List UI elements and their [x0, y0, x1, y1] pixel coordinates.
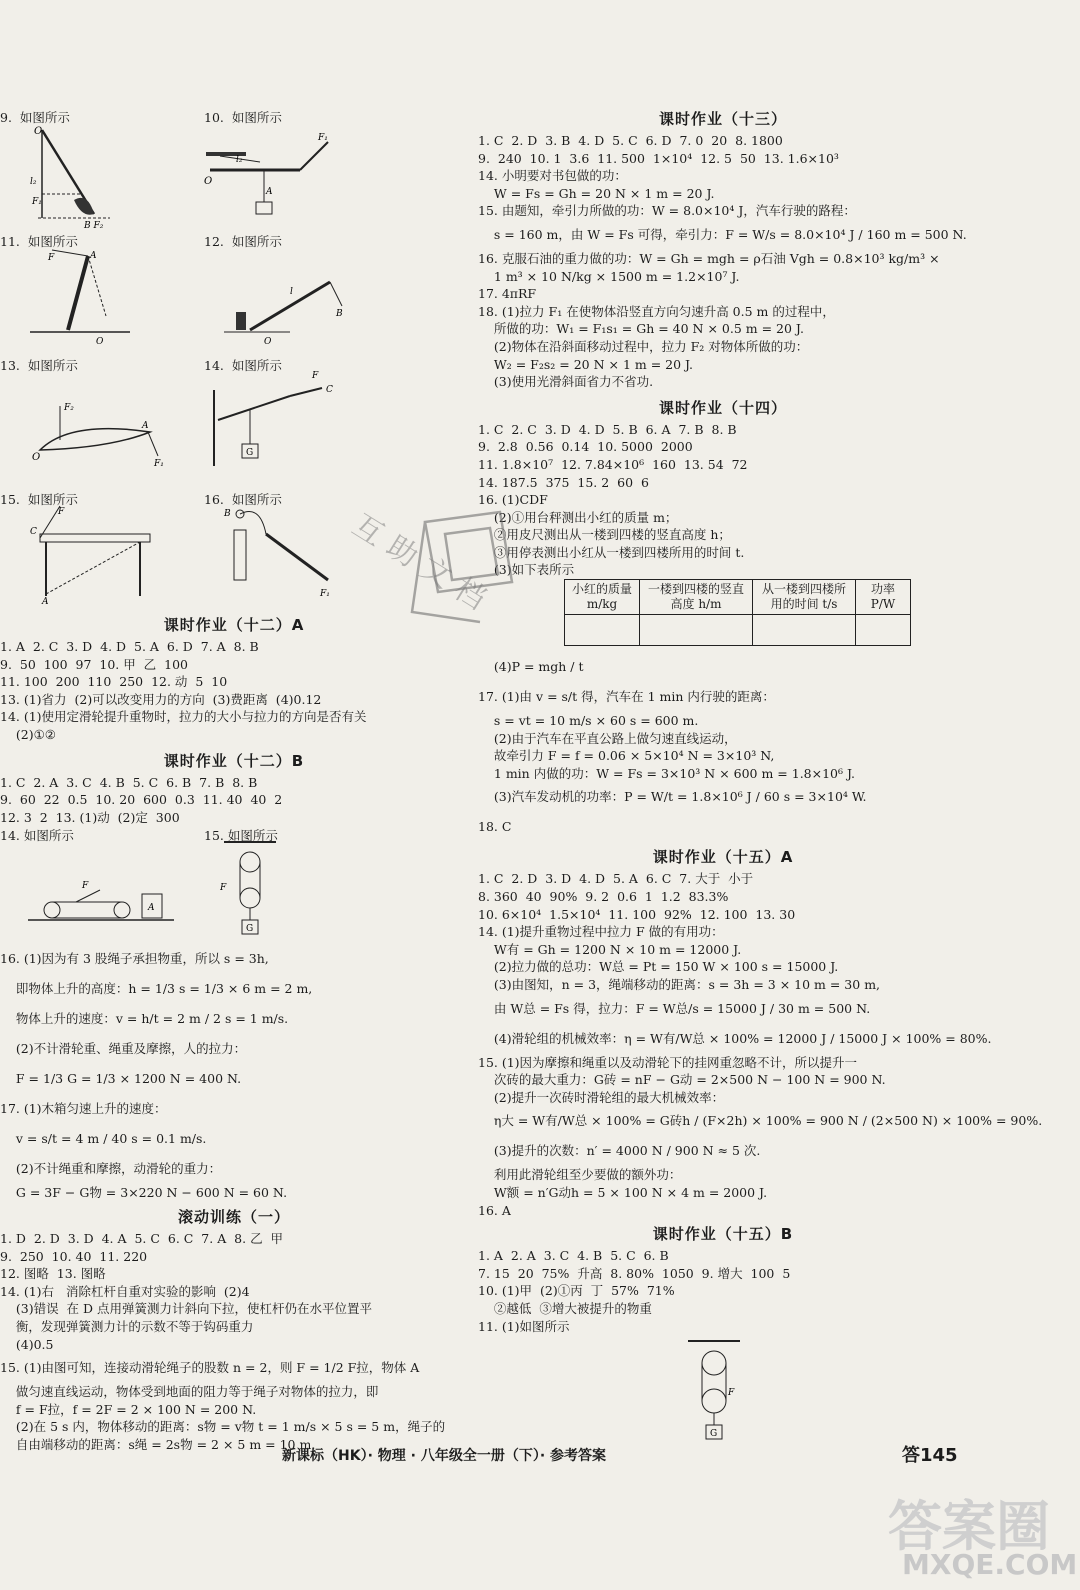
answer-line: 17. 4πRF: [478, 286, 537, 302]
table-header-cell: 一楼到四楼的竖直高度 h/m: [640, 580, 753, 615]
section-13-lines: [478, 132, 968, 391]
answer-line: G = 3F − G物 = 3×220 N − 600 N = 60 N.: [0, 1185, 288, 1201]
q10-label: 10. 如图所示: [204, 110, 282, 125]
stamp-watermark-text: 互助文档: [346, 507, 501, 623]
answer-line: 15. (1)由图可知，连接动滑轮绳子的股数 n = 2，则 F = 1/2 F拉，物体 A: [0, 1360, 420, 1376]
answer-line: 1. A 2. A 3. C 4. B 5. C 6. B: [478, 1248, 669, 1264]
svg-text:F₁: F₁: [32, 197, 42, 207]
answer-line: 即物体上升的高度：h = 1/3 s = 1/3 × 6 m = 2 m,: [0, 981, 313, 997]
answer-line: 14. 小明要对书包做的功：: [478, 168, 627, 184]
section-12b-solutions: [0, 944, 468, 1202]
answer-line: 次砖的最大重力：G砖 = nF − G动 = 2×500 N − 100 N = 900 N.: [478, 1072, 886, 1088]
answer-line: (3)使用光滑斜面省力不省功.: [478, 374, 654, 390]
answer-line: 物体上升的速度：v = h/t = 2 m / 2 s = 1 m/s.: [0, 1011, 289, 1027]
section-14-solutions: [478, 652, 968, 842]
answer-line: (4)0.5: [0, 1336, 54, 1352]
svg-text:G: G: [710, 1429, 718, 1440]
answer-line: 15. (1)因为摩擦和绳重以及动滑轮下的挂网重忽略不计，所以提升一: [478, 1054, 858, 1070]
svg-text:B F₂: B F₂: [84, 221, 104, 231]
section-15b-lines: [478, 1247, 968, 1335]
answer-line: 7. 15 20 75% 升高 8. 80% 1050 9. 增大 100 5: [478, 1265, 791, 1281]
svg-text:l: l: [290, 287, 293, 297]
svg-text:F₁: F₁: [318, 133, 328, 143]
answer-line: 16. (1)CDF: [478, 492, 548, 508]
svg-text:C: C: [326, 385, 333, 395]
table-header-cell: 功率 P/W: [856, 580, 911, 615]
section-15a-lines: [478, 870, 1043, 1219]
lever-figure-14: [210, 370, 350, 480]
answer-line: 14. 187.5 375 15. 2 60 6: [478, 474, 649, 490]
section-14-lines: [478, 421, 968, 579]
pulley-figure-15b: [220, 840, 280, 944]
answer-line: 11. 100 200 110 250 12. 动 5 10: [0, 674, 228, 690]
figure-row-9-10: [0, 108, 468, 232]
answer-line: W有 = Gh = 1200 N × 10 m = 12000 J.: [478, 941, 742, 957]
answer-line: (2)①用台秤测出小红的质量 m；: [478, 509, 678, 525]
answer-line: v = s/t = 4 m / 40 s = 0.1 m/s.: [0, 1131, 207, 1147]
q12-label: 12. 如图所示: [204, 234, 282, 249]
svg-text:F: F: [82, 881, 89, 892]
lever-figure-13: [30, 370, 170, 480]
svg-text:A: A: [266, 187, 273, 197]
q14b-label: 14. 如图所示: [0, 828, 74, 844]
answer-line: 10. 6×10⁴ 1.5×10⁴ 11. 100 92% 12. 100 13. 30: [478, 906, 796, 922]
svg-text:O: O: [96, 337, 104, 346]
corner-watermark-url: MXQE.COM: [902, 1548, 1078, 1581]
footer-text: 新课标（HK）· 物理 · 八年级全一册（下）· 参考答案: [282, 1448, 607, 1464]
table-row: [565, 615, 911, 646]
lever-figure-11: [26, 246, 136, 346]
q11-label: 11. 如图所示: [0, 234, 78, 249]
section-title-14: 课时作业（十四）: [658, 398, 787, 417]
q9-label: 9. 如图所示: [0, 110, 70, 125]
answer-line: (2)提升一次砖时滑轮组的最大机械效率：: [478, 1089, 725, 1105]
section-title-roll: 滚动训练（一）: [177, 1207, 290, 1226]
answer-line: 8. 360 40 90% 9. 2 0.6 1 1.2 83.3%: [478, 889, 729, 905]
pulley-figure-15b-11: [684, 1339, 744, 1449]
svg-text:F: F: [312, 371, 319, 381]
answer-line: (2)在 5 s 内，物体移动的距离：s物 = v物 t = 1 m/s × 5 s = 5 m，绳子的: [0, 1419, 446, 1435]
answer-line: 所做的功：W₁ = F₁s₁ = Gh = 40 N × 0.5 m = 20 J.: [478, 321, 804, 337]
svg-text:G: G: [246, 924, 254, 935]
answer-line: η大 = W有/W总 × 100% = G砖h / (F×2h) × 100% = 900 N / (2×500 N) × 100% = 90%.: [478, 1113, 1043, 1129]
answer-line: 1. C 2. D 3. D 4. D 5. A 6. C 7. 大于 小于: [478, 871, 754, 887]
answer-line: (4)滑轮组的机械效率：η = W有/W总 × 100% = 12000 J / 15000 J × 100% = 80%.: [478, 1030, 992, 1046]
answer-line: 1. C 2. D 3. B 4. D 5. C 6. D 7. 0 20 8. 1800: [478, 133, 783, 148]
answer-line: 13. (1)省力 (2)可以改变用力的方向 (3)费距离 (4)0.12: [0, 691, 322, 707]
answer-line: (3)错误 在 D 点用弹簧测力计斜向下拉，使杠杆仍在水平位置平: [0, 1301, 373, 1317]
answer-line: 1. D 2. D 3. D 4. A 5. C 6. C 7. A 8. 乙 甲: [0, 1230, 284, 1246]
q14-label: 14. 如图所示: [204, 358, 282, 373]
answer-line: (3)提升的次数：n′ = 4000 N / 900 N ≈ 5 次.: [478, 1143, 761, 1159]
svg-text:A: A: [90, 251, 97, 261]
lever-figure-10: [200, 122, 340, 222]
svg-text:F: F: [48, 253, 55, 263]
answer-line: 9. 2.8 0.56 0.14 10. 5000 2000: [478, 439, 693, 455]
answer-line: 1. C 2. C 3. D 4. D 5. B 6. A 7. B 8. B: [478, 421, 737, 437]
left-column: [0, 108, 468, 1453]
svg-text:B: B: [336, 309, 343, 319]
answer-line: 1 m³ × 10 N/kg × 1500 m = 1.2×10⁷ J.: [478, 268, 740, 284]
section-title-12b: 课时作业（十二）B: [163, 751, 305, 770]
answer-line: (2)物体在沿斜面移动过程中，拉力 F₂ 对物体所做的功：: [478, 338, 809, 354]
table-header-row: [565, 580, 911, 615]
answer-line: 18. C: [478, 819, 512, 835]
answer-line: (2)由于汽车在平直公路上做匀速直线运动，: [478, 730, 737, 746]
svg-text:F: F: [220, 883, 227, 894]
answer-line: (2)不计绳重和摩擦，动滑轮的重力：: [0, 1161, 222, 1177]
answer-line: 15. 由题知，牵引力所做的功：W = 8.0×10⁴ J，汽车行驶的路程：: [478, 203, 856, 219]
q16-label: 16. 如图所示: [204, 492, 282, 507]
answer-line: 11. (1)如图所示: [478, 1318, 570, 1334]
figure-row-13-14: [0, 356, 468, 490]
svg-text:l₂: l₂: [236, 155, 243, 165]
svg-text:O: O: [34, 126, 43, 137]
svg-text:O: O: [264, 337, 272, 346]
answer-line: 10. (1)甲 (2)①丙 丁 57% 71%: [478, 1283, 675, 1299]
answer-line: 9. 50 100 97 10. 甲 乙 100: [0, 656, 188, 672]
q13-label: 13. 如图所示: [0, 358, 78, 373]
measurement-table: [564, 579, 911, 646]
answer-line: (3)由图知，n = 3，绳端移动的距离：s = 3h = 3 × 10 m = 30 m,: [478, 977, 881, 992]
answer-line: f = F拉，f = 2F = 2 × 100 N = 200 N.: [0, 1401, 257, 1417]
svg-text:F₁: F₁: [320, 589, 330, 599]
answer-line: 16. 克服石油的重力做的功：W = Gh = mgh = ρ石油 Vgh = 0.8×10³ kg/m³ ×: [478, 250, 940, 266]
svg-text:O: O: [32, 452, 41, 463]
corner-watermark-text: 答案圈: [888, 1495, 1050, 1558]
answer-line: 衡，发现弹簧测力计的示数不等于钩码重力: [0, 1318, 254, 1334]
answer-line: 16. A: [478, 1202, 511, 1218]
right-column: [478, 108, 1043, 1452]
answer-line: 9. 240 10. 1 3.6 11. 500 1×10⁴ 12. 5 50 13. 1.6×10³: [478, 150, 839, 166]
answer-line: 12. 3 2 13. (1)动 (2)定 300: [0, 809, 180, 825]
section-title-13: 课时作业（十三）: [658, 110, 787, 128]
svg-text:F₁: F₁: [154, 459, 164, 469]
svg-text:A: A: [148, 903, 155, 914]
answer-line: W额 = n′G动h = 5 × 100 N × 4 m = 2000 J.: [478, 1184, 768, 1200]
answer-line: 14. (1)右 消除杠杆自重对实验的影响 (2)4: [0, 1283, 250, 1299]
section-title-15a: 课时作业（十五）A: [652, 848, 794, 867]
answer-line: (2)①②: [0, 726, 57, 742]
answer-line: 17. (1)木箱匀速上升的速度：: [0, 1101, 167, 1117]
section-title-15b: 课时作业（十五）B: [652, 1225, 794, 1244]
answer-line: W₂ = F₂s₂ = 20 N × 1 m = 20 J.: [478, 356, 694, 372]
answer-line: 做匀速直线运动，物体受到地面的阻力等于绳子对物体的拉力，即: [0, 1384, 379, 1400]
svg-text:A: A: [142, 421, 149, 431]
answer-line: 17. (1)由 v = s/t 得，汽车在 1 min 内行驶的距离：: [478, 689, 775, 705]
answer-line: F = 1/3 G = 1/3 × 1200 N = 400 N.: [0, 1071, 242, 1087]
answer-line: 利用此滑轮组至少要做的额外功：: [478, 1167, 682, 1183]
answer-line: 自由端移动的距离：s绳 = 2s物 = 2 × 5 m = 10 m.: [0, 1436, 316, 1452]
page-number: 答145: [902, 1445, 958, 1466]
answer-line: ②越低 ③增大被提升的物重: [478, 1300, 652, 1316]
answer-line: 14. (1)使用定滑轮提升重物时，拉力的大小与拉力的方向是否有关: [0, 709, 367, 725]
answer-line: 16. (1)因为有 3 股绳子承担物重，所以 s = 3h,: [0, 951, 269, 967]
table-cell: [640, 615, 753, 646]
answer-line: (4)P = mgh / t: [478, 659, 584, 675]
page-footer: [0, 1437, 1080, 1477]
q15b-label: 15. 如图所示: [204, 828, 278, 844]
answer-line: (2)拉力做的总功：W总 = Pt = 150 W × 100 s = 15000 J.: [478, 959, 839, 975]
figure-row-11-12: [0, 232, 468, 356]
answer-line: s = 160 m，由 W = Fs 可得，牵引力：F = W/s = 8.0×10⁴ J / 160 m = 500 N.: [478, 226, 967, 242]
lever-figure-9: [28, 122, 118, 232]
answer-line: 11. 1.8×10⁷ 12. 7.84×10⁶ 160 13. 54 72: [478, 456, 748, 472]
section-12b-lines: [0, 774, 468, 827]
answer-line: 故牵引力 F = f = 0.06 × 5×10⁴ N = 3×10³ N,: [478, 748, 775, 764]
svg-text:G: G: [246, 448, 254, 458]
answer-line: 12. 图略 13. 图略: [0, 1266, 106, 1282]
table-header-cell: 从一楼到四楼所用的时间 t/s: [753, 580, 856, 615]
answer-line: 9. 60 22 0.5 10. 20 600 0.3 11. 40 40 2: [0, 792, 283, 808]
q15-label: 15. 如图所示: [0, 492, 78, 507]
svg-text:F: F: [728, 1388, 735, 1399]
answer-line: 1. C 2. A 3. C 4. B 5. C 6. B 7. B 8. B: [0, 774, 258, 790]
svg-text:l₂: l₂: [30, 177, 37, 187]
table-cell: [753, 615, 856, 646]
answer-line: 1. A 2. C 3. D 4. D 5. A 6. D 7. A 8. B: [0, 639, 259, 654]
svg-text:F: F: [58, 507, 65, 517]
table-header-cell: 小红的质量 m/kg: [565, 580, 640, 615]
svg-text:A: A: [42, 597, 49, 604]
answer-line: (3)如下表所示: [478, 562, 575, 578]
answer-line: W = Fs = Gh = 20 N × 1 m = 20 J.: [478, 185, 715, 201]
answer-line: s = vt = 10 m/s × 60 s = 600 m.: [478, 713, 699, 729]
section-title-12a: 课时作业（十二）A: [163, 616, 305, 634]
section-roll-lines: [0, 1230, 468, 1454]
svg-text:O: O: [204, 176, 213, 187]
answer-line: 9. 250 10. 40 11. 220: [0, 1248, 148, 1264]
answer-line: (3)汽车发动机的功率：P = W/t = 1.8×10⁶ J / 60 s = 3×10⁴ W.: [478, 789, 867, 805]
svg-text:B: B: [224, 509, 231, 519]
svg-text:F₂: F₂: [64, 403, 74, 413]
answer-line: ③用停表测出小红从一楼到四楼所用的时间 t.: [478, 544, 745, 560]
svg-text:C: C: [30, 527, 37, 537]
answer-line: ②用皮尺测出从一楼到四楼的竖直高度 h；: [478, 527, 731, 543]
table-cell: [856, 615, 911, 646]
pulley-figure-14b: [26, 840, 176, 940]
table-figure-15: [30, 504, 160, 604]
answer-line: 18. (1)拉力 F₁ 在使物体沿竖直方向匀速升高 0.5 m 的过程中，: [478, 303, 835, 319]
lever-figure-12: [220, 246, 350, 346]
answer-line: 1 min 内做的功：W = Fs = 3×10³ N × 600 m = 1.8×10⁶ J.: [478, 765, 856, 781]
figure-row-14-15-b: [0, 826, 468, 944]
table-cell: [565, 615, 640, 646]
answer-line: (2)不计滑轮重、绳重及摩擦，人的拉力：: [0, 1041, 247, 1057]
answer-line: 由 W总 = Fs 得，拉力：F = W总/s = 15000 J / 30 m = 500 N.: [478, 1000, 871, 1016]
corner-watermark: [888, 1484, 1078, 1584]
answer-line: 14. (1)提升重物过程中拉力 F 做的有用功：: [478, 924, 724, 940]
